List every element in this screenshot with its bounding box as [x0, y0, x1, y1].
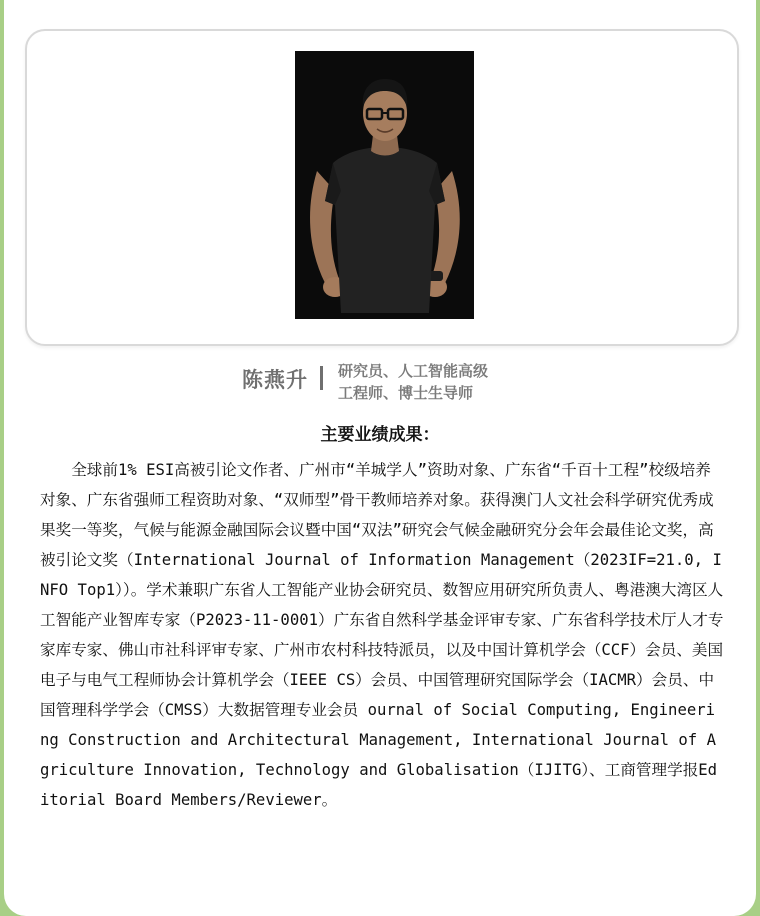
- portrait-photo: [295, 51, 474, 319]
- person-titles: [338, 360, 488, 404]
- name-separator: [320, 366, 323, 390]
- photo-frame: [25, 29, 739, 346]
- profile-card: [4, 0, 756, 916]
- name-row: [4, 358, 756, 408]
- person-name: 陈燕升: [242, 368, 308, 392]
- achievements-body: 全球前1% ESI高被引论文作者、广州市“羊城学人”资助对象、广东省“千百十工程”校级培养对象、广东省强师工程资助对象、“双师型”骨干教师培养对象。获得澳门人文社会科学研究优秀成果奖一等奖，气候与能源金融国际会议暨中国“双法”研究会气候金融研究分会年会最佳论文奖，高被引论文奖（International Journal of Information Management（2023IF=21.0, INFO Top1））。学术兼职广东省人工智能产业协会研究员、数智应用研究所负责人、粤港澳大湾区人工智能产业智库专家（P2023-11-0001）广东省自然科学基金评审专家、广东省科学技术厅人才专家库专家、佛山市社科评审专家、广州市农村科技特派员，以及中国计算机学会（CCF）会员、美国电子与电气工程师协会计算机学会（IEEE CS）会员、中国管理研究国际学会（IACMR）会员、中国管理科学学会（CMSS）大数据管理专业会员 ournal of Social Computing, Engineering Construction and Architectural Management, International Journal of Agriculture Innovation, Technology and Globalisation（IJITG）、工商管理学报Editorial Board Members/Reviewer。: [40, 461, 724, 809]
- title-line-2: 工程师、博士生导师: [338, 384, 474, 402]
- title-line-1: 研究员、人工智能高级: [338, 362, 489, 380]
- achievements-heading: 主要业绩成果：: [320, 425, 440, 445]
